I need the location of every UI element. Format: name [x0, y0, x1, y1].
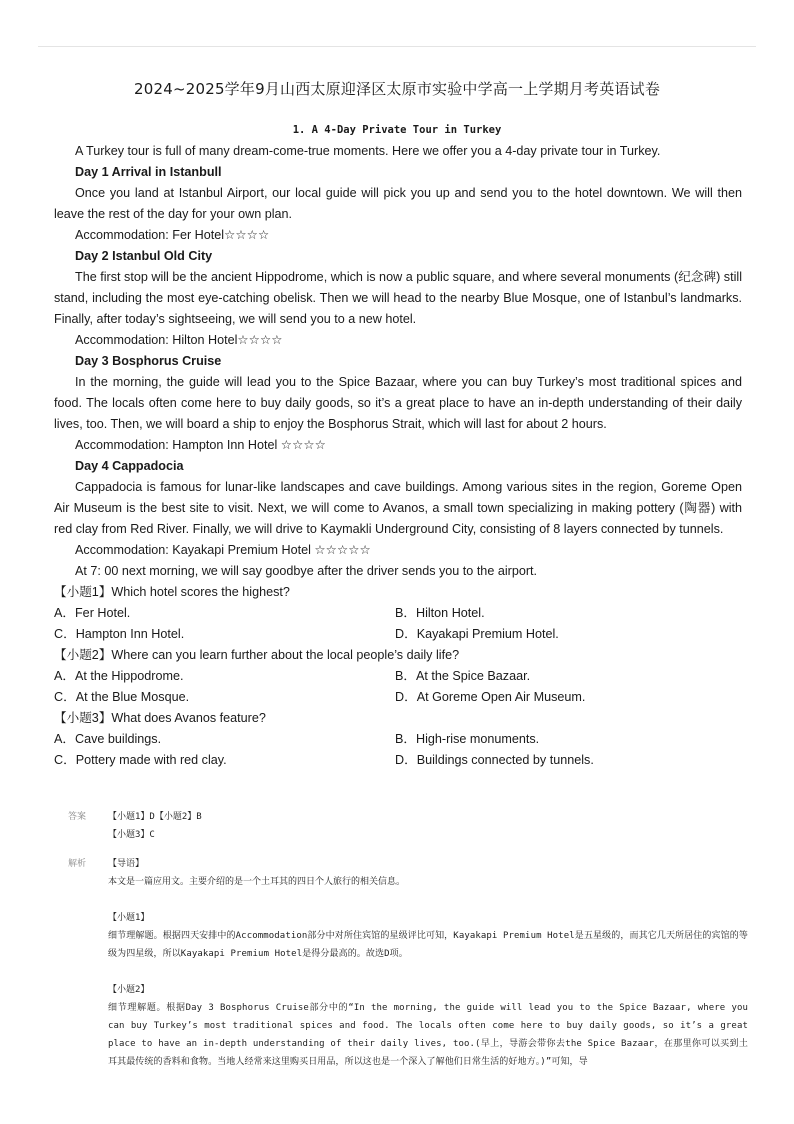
question-title: 1. A 4-Day Private Tour in Turkey	[292, 124, 502, 136]
question-stem: 【小题3】What does Avanos feature?	[54, 711, 266, 725]
question-1	[54, 582, 742, 645]
option-b: B．High-rise monuments.	[395, 732, 540, 746]
day1-heading: Day 1 Arrival in Istanbull	[75, 165, 222, 179]
question-stem: 【小题2】Where can you learn further about the local people’s daily life?	[54, 648, 460, 662]
answer-label: 答案	[68, 812, 87, 822]
day4-heading: Day 4 Cappadocia	[75, 459, 184, 473]
day3-paragraph: In the morning, the guide will lead you to the Spice Bazaar, where you can buy Turkey’s most traditional spices and food. The locals often come here to buy daily goods, so it’s a great place to have an in-depth understanding of their daily lives, too. Then, we will board a ship to enjoy the Bosphorus Strait, which will last for about 2 hours.	[54, 375, 742, 431]
analysis-q1-heading: 【小题1】	[108, 913, 150, 923]
option-c: C．Hampton Inn Hotel.	[54, 627, 185, 641]
option-b: B．At the Spice Bazaar.	[395, 669, 531, 683]
option-c: C．At the Blue Mosque.	[54, 690, 190, 704]
day1-accommodation: Accommodation: Fer Hotel☆☆☆☆	[75, 228, 270, 242]
analysis-q2-heading: 【小题2】	[108, 985, 150, 995]
question-3	[54, 708, 742, 771]
reading-passage	[54, 141, 742, 771]
day2-paragraph: The first stop will be the ancient Hippodrome, which is now a public square, and where several monuments (纪念碑) still stand, including the most eye-catching obelisk. Then we will head to the nearby Blue Mosque, one of Istanbul’s landmarks. Finally, after today’s sightseeing, we will send you to a new hotel.	[54, 270, 742, 326]
day2-accommodation: Accommodation: Hilton Hotel☆☆☆☆	[75, 333, 283, 347]
header-rule	[38, 46, 756, 47]
document-title: 2024~2025学年9月山西太原迎泽区太原市实验中学高一上学期月考英语试卷	[133, 80, 661, 98]
option-d: D．At Goreme Open Air Museum.	[395, 690, 586, 704]
closing-paragraph: At 7: 00 next morning, we will say goodbye after the driver sends you to the airport.	[75, 564, 538, 578]
question-2	[54, 645, 742, 708]
day3-accommodation: Accommodation: Hampton Inn Hotel ☆☆☆☆	[75, 438, 326, 452]
answer-section	[68, 808, 748, 1071]
analysis-guide-heading: 【导语】	[108, 859, 145, 869]
analysis-guide-text: 本文是一篇应用文。主要介绍的是一个土耳其的四日个人旅行的相关信息。	[108, 877, 406, 887]
option-a: A．At the Hippodrome.	[54, 669, 184, 683]
day4-accommodation: Accommodation: Kayakapi Premium Hotel ☆☆☆☆☆	[75, 543, 371, 557]
day4-paragraph: Cappadocia is famous for lunar-like landscapes and cave buildings. Among various sites in the region, Goreme Open Air Museum is the best site to visit. Next, we will come to Avanos, a small town specializing in making pottery (陶器) with red clay from Red River. Finally, we will drive to Kaymakli Underground City, consisting of 8 layers connected by tunnels.	[54, 480, 742, 536]
day3-heading: Day 3 Bosphorus Cruise	[75, 354, 222, 368]
analysis-section	[68, 855, 748, 1071]
day1-paragraph: Once you land at Istanbul Airport, our local guide will pick you up and send you to the hotel downtown. We will then leave the rest of the day for your own plan.	[54, 186, 742, 221]
analysis-label: 解析	[68, 859, 87, 869]
option-a: A．Cave buildings.	[54, 732, 162, 746]
day2-heading: Day 2 Istanbul Old City	[75, 249, 213, 263]
option-d: D．Kayakapi Premium Hotel.	[395, 627, 559, 641]
option-c: C．Pottery made with red clay.	[54, 753, 227, 767]
option-a: A．Fer Hotel.	[54, 606, 131, 620]
option-b: B．Hilton Hotel.	[395, 606, 485, 620]
analysis-q1-text: 细节理解题。根据四天安排中的Accommodation部分中对所住宾馆的星级评比可知，Kayakapi Premium Hotel是五星级的，而其它几天所居住的宾馆的等级为四星级，所以Kayakapi Premium Hotel是得分最高的。故选D项。	[108, 931, 748, 959]
intro-paragraph: A Turkey tour is full of many dream-come-true moments. Here we offer you a 4-day private tour in Turkey.	[75, 144, 661, 158]
answer-line-1: 【小题1】D【小题2】B	[108, 812, 202, 822]
option-d: D．Buildings connected by tunnels.	[395, 753, 594, 767]
analysis-q2-text: 细节理解题。根据Day 3 Bosphorus Cruise部分中的“In the morning, the guide will lead you to the Spice Bazaar, where you can buy Turkey’s most traditional spices and food. The locals often come here to buy daily goods, so it’s a great place to have an in-depth understanding of their daily lives, too.(早上，导游会带你去the Spice Bazaar，在那里你可以买到土耳其最传统的香料和食物。当地人经常来这里购买日用品，所以这也是一个深入了解他们日常生活的好地方。)”可知，导	[108, 1003, 748, 1067]
answer-line-2: 【小题3】C	[108, 830, 155, 840]
question-stem: 【小题1】Which hotel scores the highest?	[54, 585, 290, 599]
